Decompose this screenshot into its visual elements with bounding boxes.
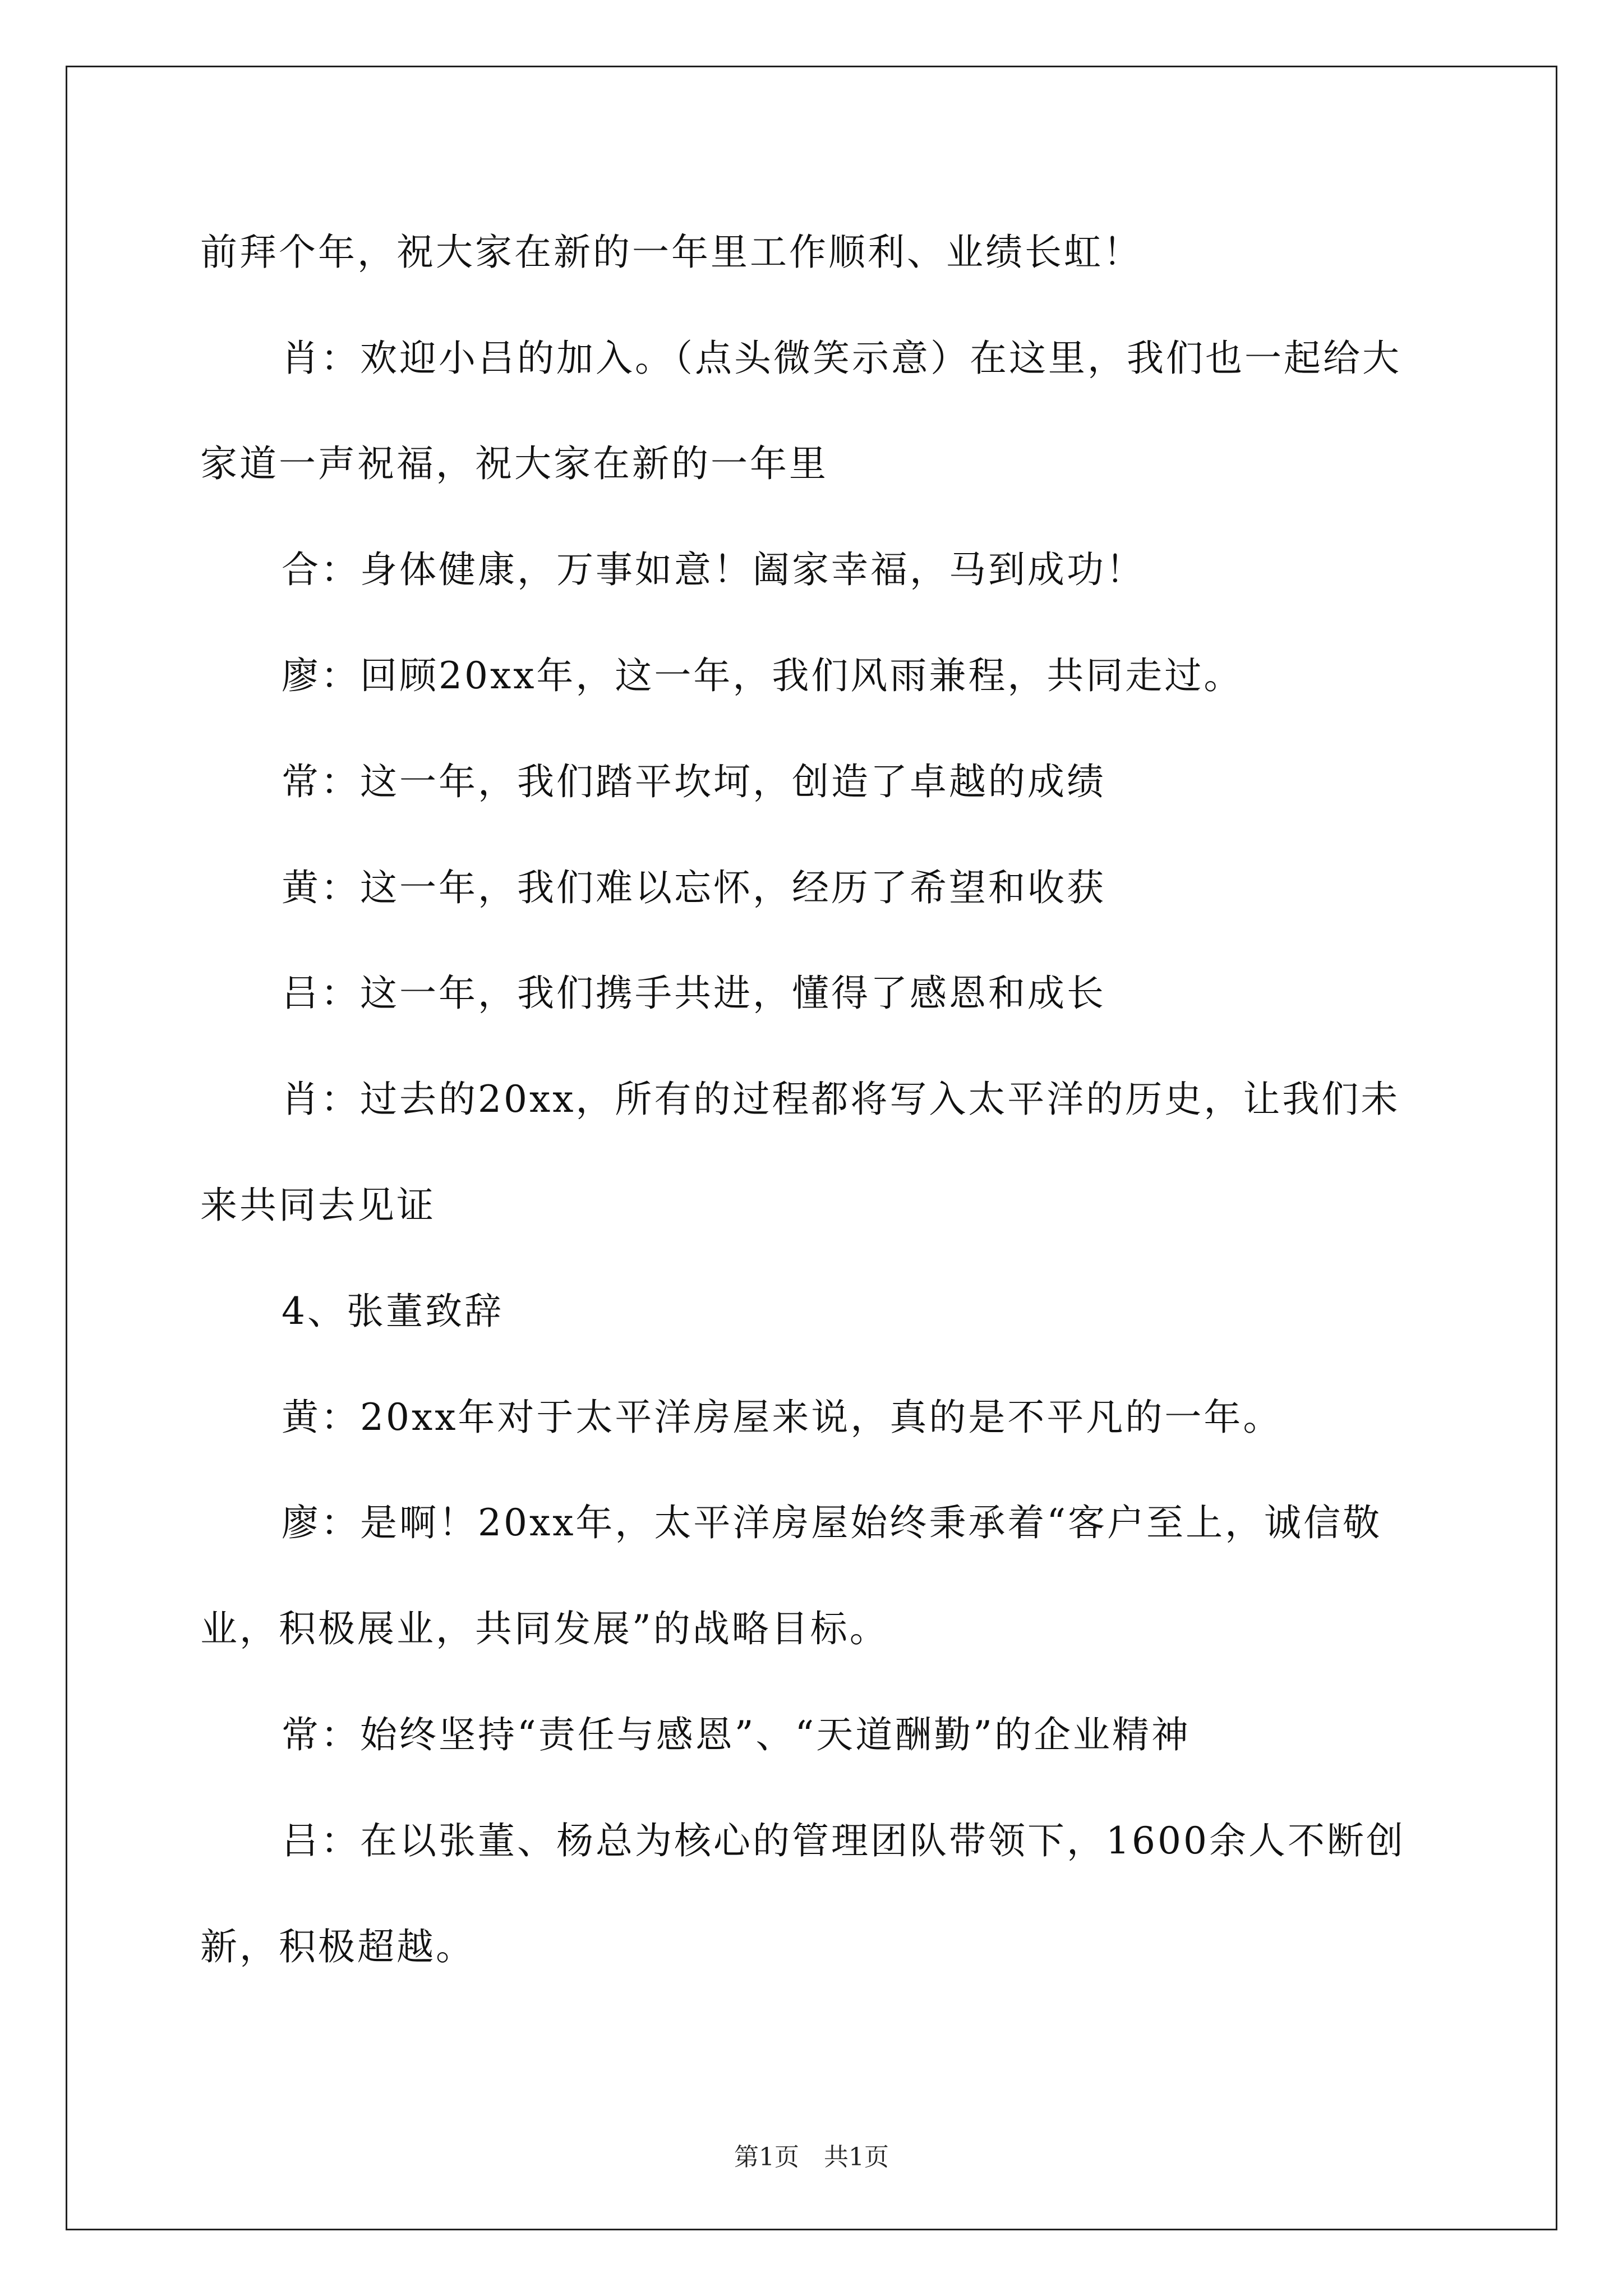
text-line-17: 新，积极超越。: [200, 1925, 475, 1968]
text-line-4: 合：身体健康，万事如意！阖家幸福，马到成功！: [282, 548, 1145, 591]
text-line-13: 廖：是啊！20xx年，太平洋房屋始终秉承着“客户至上，诚信敬: [282, 1501, 1382, 1544]
section-heading: 4、张董致辞: [282, 1290, 504, 1333]
text-line-12: 黄：20xx年对于太平洋房屋来说，真的是不平凡的一年。: [282, 1396, 1283, 1439]
text-line-9: 肖：过去的20xx，所有的过程都将写入太平洋的历史，让我们未: [282, 1078, 1400, 1121]
text-line-16: 吕：在以张董、杨总为核心的管理团队带领下，1600余人不断创: [282, 1819, 1405, 1862]
text-line-7: 黄：这一年，我们难以忘怀，经历了希望和收获: [282, 866, 1106, 909]
text-line-5: 廖：回顾20xx年，这一年，我们风雨兼程，共同走过。: [282, 654, 1243, 697]
page-border: [66, 66, 1557, 2230]
text-line-14: 业，积极展业，共同发展”的战略目标。: [200, 1607, 889, 1650]
text-line-6: 常：这一年，我们踏平坎坷，创造了卓越的成绩: [282, 760, 1106, 803]
text-line-8: 吕：这一年，我们携手共进，懂得了感恩和成长: [282, 972, 1106, 1015]
text-line-2: 肖：欢迎小吕的加入。（点头微笑示意）在这里，我们也一起给大: [282, 337, 1401, 380]
text-line-10: 来共同去见证: [200, 1184, 436, 1227]
text-line-15: 常：始终坚持“责任与感恩”、“天道酬勤”的企业精神: [282, 1713, 1191, 1756]
text-line-1: 前拜个年，祝大家在新的一年里工作顺利、业绩长虹！: [200, 231, 1142, 274]
page-number-footer: 第1页 共1页: [734, 2143, 889, 2171]
text-line-3: 家道一声祝福，祝大家在新的一年里: [200, 442, 828, 485]
